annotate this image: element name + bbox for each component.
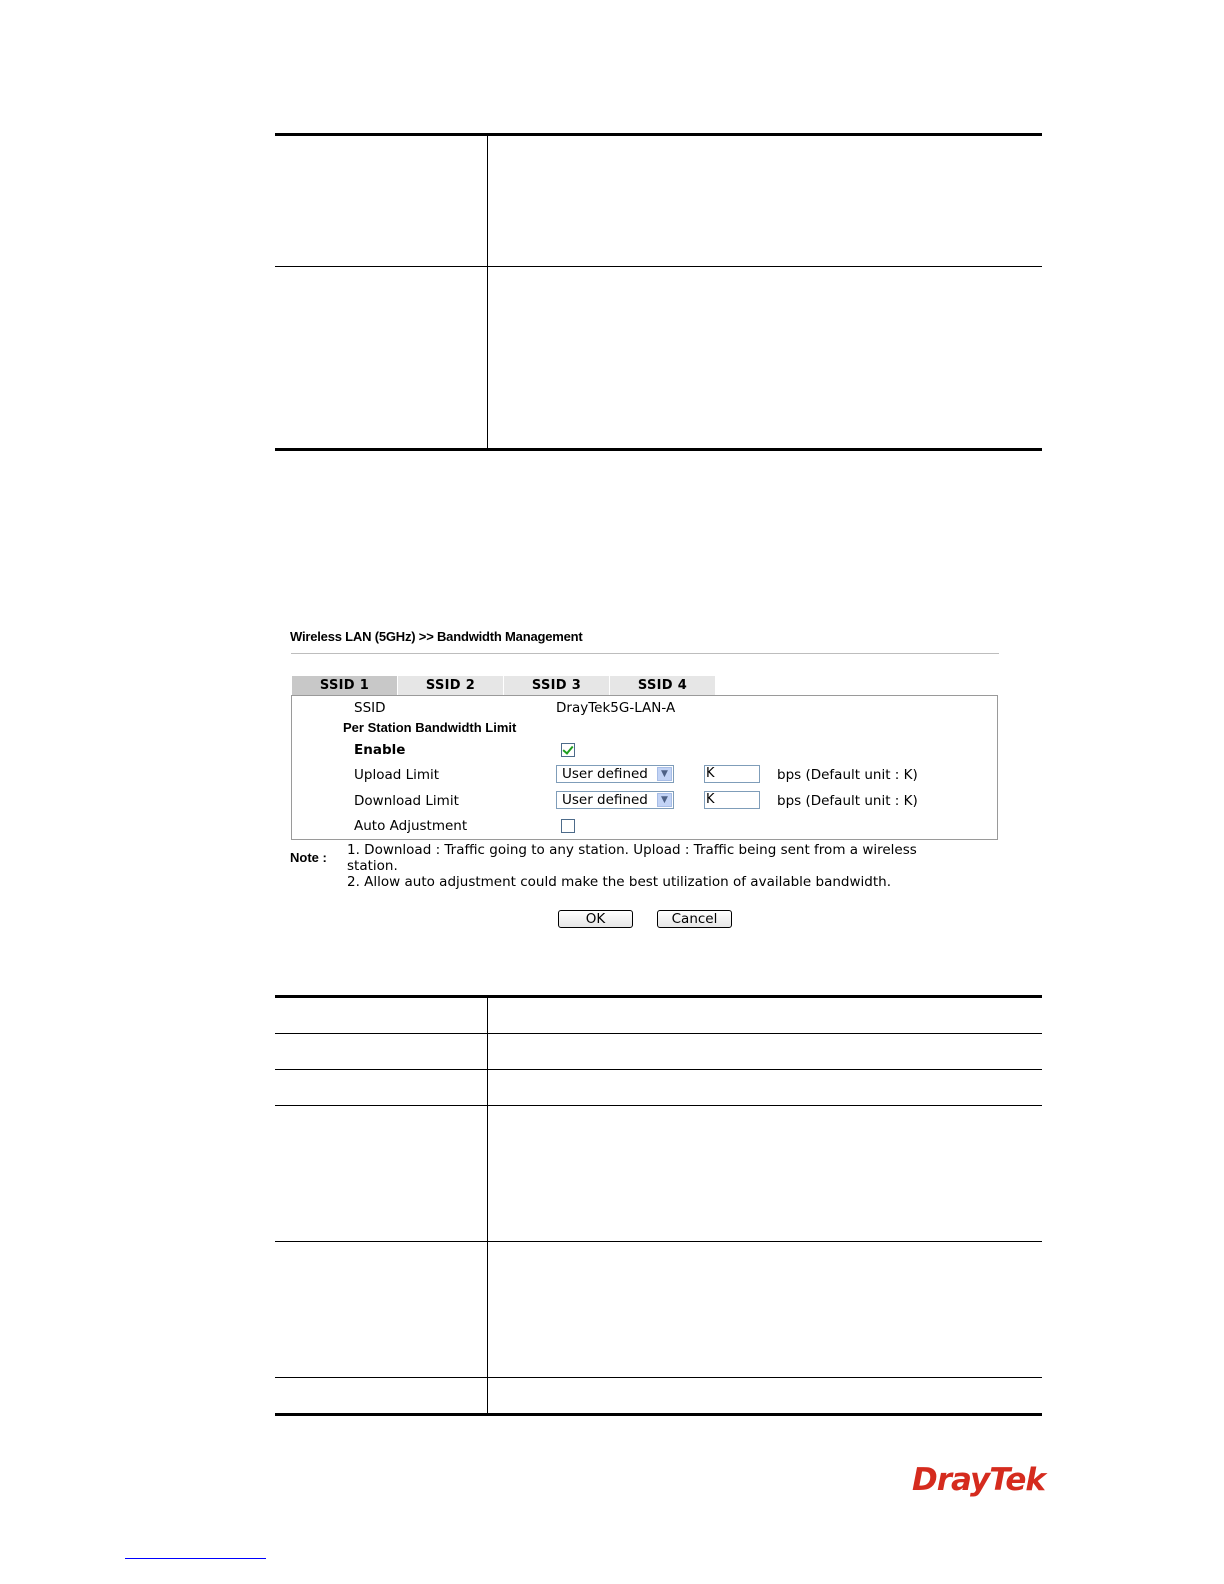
bandwidth-management-screenshot bbox=[289, 625, 1001, 940]
table-top-rule bbox=[275, 133, 1042, 136]
ssid-label: SSID bbox=[354, 700, 386, 716]
note-line-2: 2. Allow auto adjustment could make the best utilization of available bandwidth. bbox=[347, 874, 892, 890]
chevron-down-icon: ▼ bbox=[657, 793, 672, 807]
table-row-divider bbox=[275, 266, 1042, 267]
table-column-divider bbox=[487, 136, 488, 448]
download-limit-label: Download Limit bbox=[354, 793, 459, 809]
table-row-divider bbox=[275, 1033, 1042, 1034]
tab-ssid-4[interactable]: SSID 4 bbox=[610, 676, 715, 695]
upload-limit-label: Upload Limit bbox=[354, 767, 440, 783]
tab-ssid-3[interactable]: SSID 3 bbox=[504, 676, 609, 695]
table-bottom-rule bbox=[275, 448, 1042, 451]
settings-panel bbox=[291, 695, 998, 840]
description-table-top bbox=[275, 133, 1042, 451]
upload-limit-select[interactable] bbox=[556, 765, 674, 783]
download-limit-select[interactable] bbox=[556, 791, 674, 809]
table-column-divider bbox=[487, 998, 488, 1413]
cancel-button[interactable]: Cancel bbox=[657, 910, 732, 928]
footer-link-underline bbox=[125, 1558, 266, 1559]
auto-adjustment-label: Auto Adjustment bbox=[354, 818, 468, 834]
tab-ssid-1[interactable]: SSID 1 bbox=[292, 676, 397, 695]
page-title: Wireless LAN (5GHz) >> Bandwidth Management bbox=[290, 629, 583, 644]
table-top-rule bbox=[275, 995, 1042, 998]
ssid-value: DrayTek5G-LAN-A bbox=[556, 700, 676, 716]
download-limit-input[interactable]: K bbox=[704, 791, 760, 809]
upload-limit-select-value: User defined bbox=[562, 766, 648, 782]
enable-label: Enable bbox=[354, 742, 406, 758]
upload-unit-text: bps (Default unit : K) bbox=[777, 767, 918, 783]
auto-adjustment-checkbox[interactable] bbox=[561, 819, 575, 833]
table-row-divider bbox=[275, 1241, 1042, 1242]
note-label: Note : bbox=[290, 850, 327, 865]
table-bottom-rule bbox=[275, 1413, 1042, 1416]
table-row-divider bbox=[275, 1105, 1042, 1106]
section-title: Per Station Bandwidth Limit bbox=[343, 720, 517, 735]
upload-limit-input[interactable]: K bbox=[704, 765, 760, 783]
enable-checkbox[interactable] bbox=[561, 743, 575, 757]
table-row-divider bbox=[275, 1069, 1042, 1070]
title-divider bbox=[291, 653, 999, 654]
chevron-down-icon: ▼ bbox=[657, 767, 672, 781]
draytek-logo: DrayTek bbox=[912, 1462, 1045, 1498]
note-line-1: 1. Download : Traffic going to any station. Upload : Traffic being sent from a wireless bbox=[347, 842, 917, 858]
ok-button[interactable]: OK bbox=[558, 910, 633, 928]
download-unit-text: bps (Default unit : K) bbox=[777, 793, 918, 809]
description-table-bottom bbox=[275, 995, 1042, 1416]
note-line-1-cont: station. bbox=[347, 858, 398, 874]
tab-ssid-2[interactable]: SSID 2 bbox=[398, 676, 503, 695]
download-limit-select-value: User defined bbox=[562, 792, 648, 808]
table-row-divider bbox=[275, 1377, 1042, 1378]
